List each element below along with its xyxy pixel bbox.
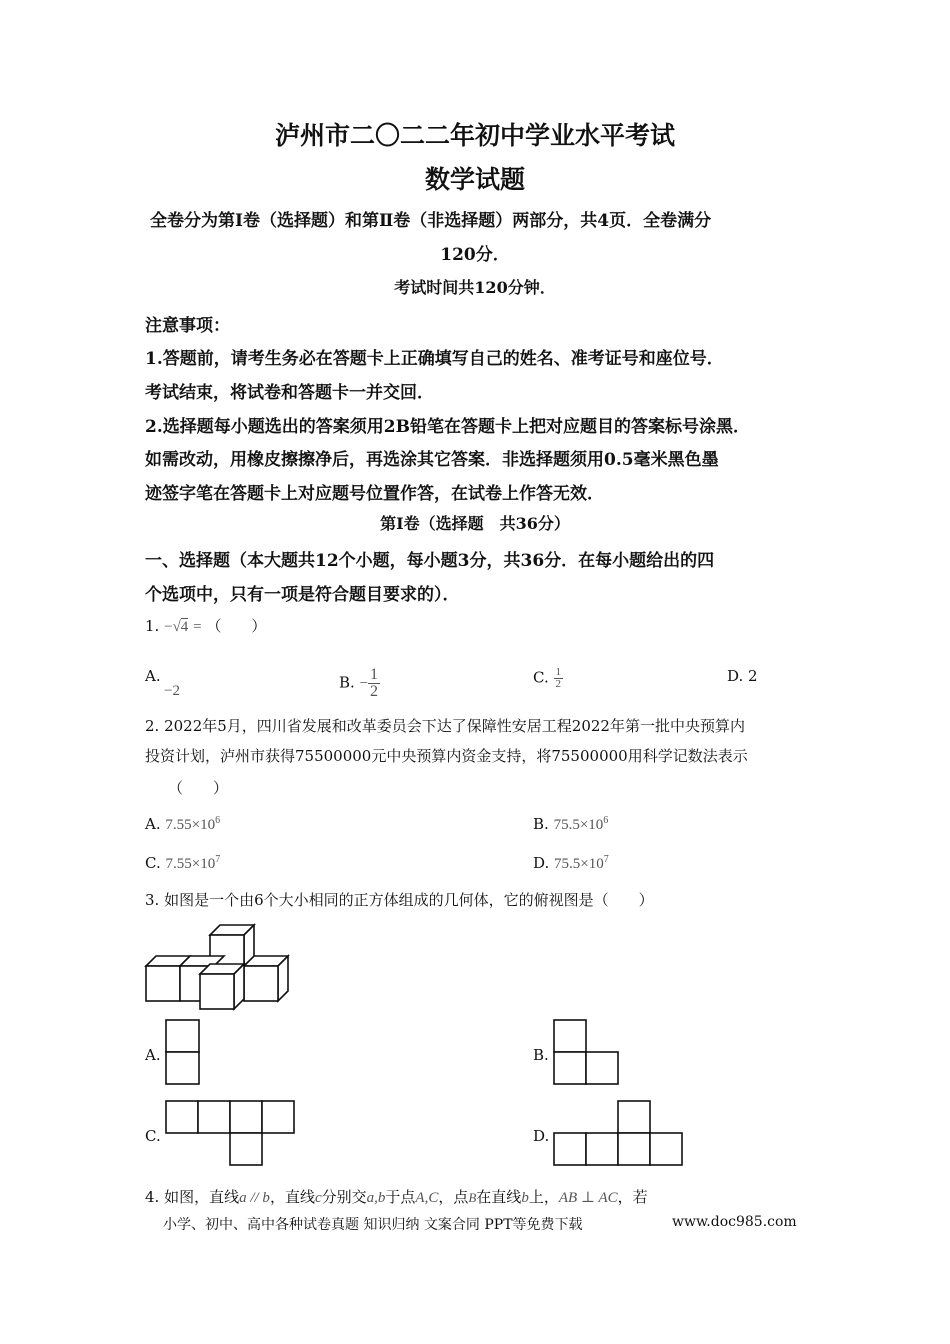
q4-text-6: 在直线 (476, 1188, 522, 1206)
q2-option-c-base: 7.55×10 (165, 856, 216, 872)
q3-option-c-label: C. (145, 1127, 161, 1145)
intro-line-1: 全卷分为第Ⅰ卷（选择题）和第Ⅱ卷（非选择题）两部分，共4页．全卷满分 (150, 211, 712, 231)
q1-option-a-label: A. (145, 667, 161, 685)
q2-option-a (145, 815, 220, 834)
q2-option-a-base: 7.55×10 (165, 817, 216, 833)
q1-option-b-label: B. (339, 673, 355, 692)
q4-text-8: ，若 (617, 1188, 648, 1206)
q2-option-b (533, 815, 608, 834)
q3-option-b-figure (553, 1019, 621, 1085)
note-line-4: 如需改动，用橡皮擦擦净后，再选涂其它答案．非选择题须用0.5毫米黑色墨 (145, 450, 719, 470)
q4-math-3: a,b (366, 1190, 386, 1206)
q1-equals: = (193, 619, 202, 635)
q1-option-a-value: −2 (164, 683, 180, 699)
q3-option-a-figure (165, 1019, 201, 1085)
q1-option-a (145, 667, 161, 685)
q1-radicand: 4 (180, 619, 189, 635)
q1-number: 1. (145, 617, 160, 635)
q2-line-1: 2. 2022年5月，四川省发展和改革委员会下达了保障性安居工程2022年第一批中央预算内 (145, 717, 745, 735)
q1-minus: − (164, 619, 173, 635)
q2-option-b-base: 75.5×10 (553, 817, 604, 833)
q1-option-d (727, 667, 758, 685)
q1-option-c-den: 2 (555, 678, 561, 690)
q1-option-b (339, 667, 380, 700)
note-line-1: 1.答题前，请考生务必在答题卡上正确填写自己的姓名、准考证号和座位号． (145, 349, 724, 369)
q4-math-6: b (521, 1190, 529, 1206)
q1-option-b-sign: − (359, 675, 369, 692)
intro-line-2: 120分． (440, 245, 510, 265)
q3-text: 3. 如图是一个由6个大小相同的正方体组成的几何体，它的俯视图是（ ） (145, 891, 654, 909)
page-title: 泸州市二〇二二年初中学业水平考试 (274, 121, 675, 150)
question-1 (145, 615, 266, 636)
q2-option-c-label: C. (145, 854, 161, 872)
q4-text-3: 分别交 (321, 1188, 367, 1206)
q3-option-c-figure (165, 1100, 295, 1167)
q1-option-c-fraction (554, 667, 564, 690)
q3-cube-figure (140, 915, 300, 1015)
page-subtitle: 数学试题 (424, 165, 525, 194)
q1-option-c-num: 1 (555, 666, 561, 678)
q1-option-d-label: D. (727, 667, 744, 685)
footer-link[interactable]: www.doc985.com (672, 1214, 797, 1230)
q4-text-2: ，直线 (269, 1188, 315, 1206)
q2-option-d-exp: 7 (603, 854, 609, 865)
q2-option-d (533, 854, 609, 873)
q1-option-b-num: 1 (370, 666, 379, 683)
q4-math-1: a // b (239, 1190, 270, 1206)
q2-option-a-label: A. (145, 815, 161, 833)
q2-option-d-base: 75.5×10 (554, 856, 604, 872)
part-line-1: 一、选择题（本大题共12个小题，每小题3分，共36分．在每小题给出的四 (145, 551, 715, 571)
notes-heading: 注意事项： (145, 316, 230, 336)
q1-option-b-fraction (368, 667, 380, 700)
q1-option-c-label: C. (533, 668, 549, 687)
q4-text-5: ，点 (438, 1188, 469, 1206)
q2-option-c-exp: 7 (215, 854, 221, 865)
intro-line-3: 考试时间共120分钟． (394, 278, 556, 297)
q3-option-d-figure (553, 1100, 685, 1167)
q2-option-d-label: D. (533, 854, 550, 872)
q2-line-3: （ ） (168, 779, 229, 797)
q4-math-2: c (314, 1190, 322, 1206)
q2-option-b-label: B. (533, 815, 549, 833)
q4-text-1: 4. 如图，直线 (145, 1188, 240, 1206)
q1-option-d-value: 2 (748, 667, 758, 685)
cube-right (244, 956, 288, 1001)
cube-front (200, 964, 244, 1009)
q3-option-b-label: B. (533, 1046, 549, 1064)
part-line-2: 个选项中，只有一项是符合题目要求的）． (145, 585, 460, 605)
q2-option-c (145, 854, 220, 873)
footer-text: 小学、初中、高中各种试卷真题 知识归纳 文案合同 PPT等免费下载 (163, 1217, 583, 1233)
q4-math-7: AB ⊥ AC (558, 1190, 618, 1206)
q2-option-a-exp: 6 (215, 815, 221, 826)
note-line-2: 考试结束，将试卷和答题卡一并交回． (145, 383, 434, 403)
q2-option-b-exp: 6 (603, 815, 609, 826)
q1-option-b-den: 2 (370, 683, 379, 700)
question-4 (145, 1186, 648, 1207)
q2-line-2: 投资计划，泸州市获得75500000元中央预算内资金支持，将75500000用科学记数法表示 (145, 747, 748, 765)
note-line-3: 2.选择题每小题选出的答案须用2B铅笔在答题卡上把对应题目的答案标号涂黑． (145, 417, 750, 437)
q1-paren: （ ） (206, 617, 267, 635)
sqrt-icon: √ (172, 619, 181, 635)
q4-text-4: 于点 (385, 1188, 416, 1206)
q4-math-4: A,C (415, 1190, 439, 1206)
note-line-5: 迹签字笔在答题卡上对应题号位置作答，在试卷上作答无效． (145, 484, 604, 504)
q3-option-d-label: D. (533, 1127, 550, 1145)
q4-math-5: B (468, 1190, 477, 1205)
q3-option-a-label: A. (145, 1046, 161, 1064)
section-title: 第Ⅰ卷（选择题 共36分） (380, 514, 570, 533)
q1-option-c (533, 667, 563, 690)
q4-text-7: 上， (528, 1188, 559, 1206)
